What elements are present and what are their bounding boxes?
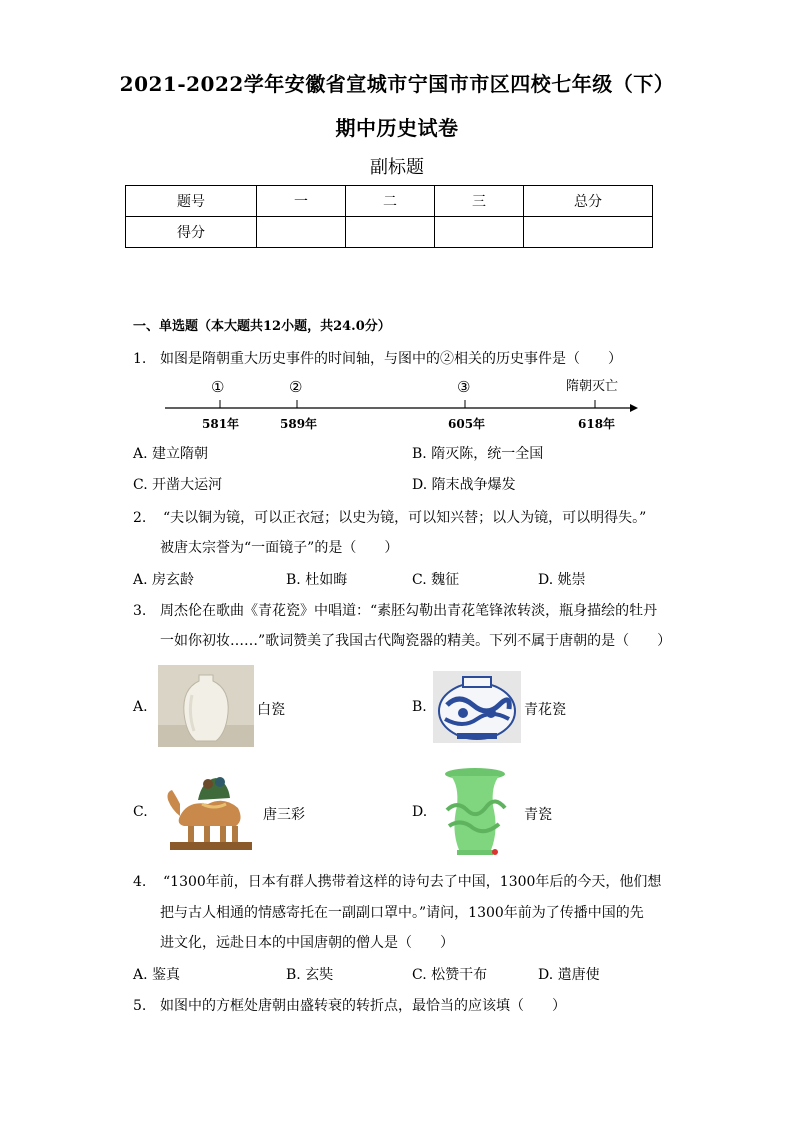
section-heading: 一、单选题（本大题共12小题，共24.0分） [133, 319, 391, 334]
timeline-marker: ② [289, 378, 303, 396]
option-b[interactable] [286, 964, 333, 984]
celadon-vase-image [433, 766, 517, 858]
timeline-year: 618年 [578, 417, 616, 431]
score-header-cell: 二 [346, 186, 435, 217]
option-a[interactable] [133, 964, 180, 984]
question-number: 2. [133, 510, 147, 526]
score-cell[interactable] [257, 217, 346, 248]
question-text: 进文化，远赴日本的中国唐朝的僧人是（ ） [160, 935, 454, 951]
option-c[interactable] [412, 569, 459, 589]
option-d[interactable] [412, 474, 516, 494]
option-text: 隋末战争爆发 [431, 477, 516, 493]
timeline-arrow [630, 404, 638, 412]
option-d[interactable] [538, 569, 586, 589]
option-letter: B. [286, 572, 301, 588]
score-header-cell: 一 [257, 186, 346, 217]
option-text: 魏征 [431, 572, 460, 588]
option-text: 青花瓷 [524, 702, 566, 718]
option-d-letter[interactable]: D. [412, 804, 428, 820]
timeline-year: 581年 [202, 417, 240, 431]
question-text: 一如你初妆……”歌词赞美了我国古代陶瓷器的精美。下列不属于唐朝的是（ ） [160, 633, 672, 649]
option-text: 玄奘 [305, 967, 334, 983]
option-letter: B. [286, 967, 301, 983]
option-text: 青瓷 [524, 807, 552, 823]
timeline-marker: ③ [457, 378, 471, 396]
question-text: 把与古人相通的情感寄托在一副副口罩中。”请问，1300年前为了传播中国的先 [160, 905, 644, 921]
white-porcelain-vase-image [158, 665, 254, 747]
tang-sancai-camel-image [158, 770, 258, 854]
option-text: 松赞干布 [431, 967, 488, 983]
exam-title-line2: 期中历史试卷 [335, 116, 459, 140]
question-text: 如图中的方框处唐朝由盛转衰的转折点，最恰当的应该填（ ） [160, 998, 566, 1014]
timeline-marker: 隋朝灭亡 [566, 379, 619, 394]
option-letter: D. [412, 477, 428, 493]
option-d[interactable] [538, 964, 600, 984]
score-row-label: 得分 [126, 217, 257, 248]
question-number: 4. [133, 874, 147, 890]
option-b-letter[interactable]: B. [412, 699, 427, 715]
question-number: 3. [133, 603, 147, 619]
blue-white-porcelain-jar-image [433, 671, 521, 743]
option-letter: A. [133, 572, 148, 588]
score-header-cell: 题号 [126, 186, 257, 217]
question-number: 1. [133, 351, 147, 367]
score-cell[interactable] [524, 217, 653, 248]
option-letter: C. [412, 967, 427, 983]
option-text: 开凿大运河 [152, 477, 223, 493]
option-text: 鉴真 [152, 967, 181, 983]
timeline-year: 605年 [448, 417, 486, 431]
question-text: 被唐太宗誉为“一面镜子”的是（ ） [160, 540, 399, 556]
option-letter: D. [538, 572, 554, 588]
option-letter: A. [133, 967, 148, 983]
option-letter: B. [412, 446, 427, 462]
option-c[interactable] [412, 964, 487, 984]
timeline-year: 589年 [280, 417, 318, 431]
score-cell[interactable] [346, 217, 435, 248]
option-letter: D. [538, 967, 554, 983]
option-letter: C. [133, 477, 148, 493]
option-a[interactable] [133, 569, 194, 589]
option-a-letter[interactable]: A. [133, 699, 148, 715]
question-text: “夫以铜为镜，可以正衣冠；以史为镜，可以知兴替；以人为镜，可以明得失。” [163, 510, 647, 526]
option-letter: A. [133, 446, 148, 462]
question-number: 5. [133, 998, 147, 1014]
question-text: 周杰伦在歌曲《青花瓷》中唱道：“素胚勾勒出青花笔锋浓转淡，瓶身描绘的牡丹 [160, 603, 658, 619]
exam-subtitle: 副标题 [370, 157, 424, 178]
option-text: 建立隋朝 [152, 446, 209, 462]
option-text: 白瓷 [257, 702, 285, 718]
option-c[interactable] [133, 474, 222, 494]
timeline-marker: ① [211, 378, 225, 396]
option-text: 唐三彩 [263, 807, 305, 823]
option-text: 杜如晦 [305, 572, 348, 588]
score-table-score-row [126, 217, 653, 248]
option-a[interactable] [133, 443, 208, 463]
option-letter: C. [412, 572, 427, 588]
option-text: 遣唐使 [557, 967, 600, 983]
exam-title-line1: 2021-2022学年安徽省宣城市宁国市市区四校七年级（下） [119, 72, 675, 96]
question-text: “1300年前，日本有群人携带着这样的诗句去了中国，1300年后的今天，他们想 [163, 874, 662, 890]
option-b[interactable] [286, 569, 347, 589]
option-b[interactable] [412, 443, 543, 463]
option-text: 姚崇 [557, 572, 586, 588]
option-text: 隋灭陈，统一全国 [431, 446, 544, 462]
score-table-header-row [126, 186, 653, 217]
question-text: 如图是隋朝重大历史事件的时间轴，与图中的②相关的历史事件是（ ） [160, 351, 622, 367]
score-header-cell: 总分 [524, 186, 653, 217]
score-table [125, 185, 653, 248]
score-cell[interactable] [435, 217, 524, 248]
option-text: 房玄龄 [152, 572, 195, 588]
score-header-cell: 三 [435, 186, 524, 217]
option-c-letter[interactable]: C. [133, 804, 148, 820]
